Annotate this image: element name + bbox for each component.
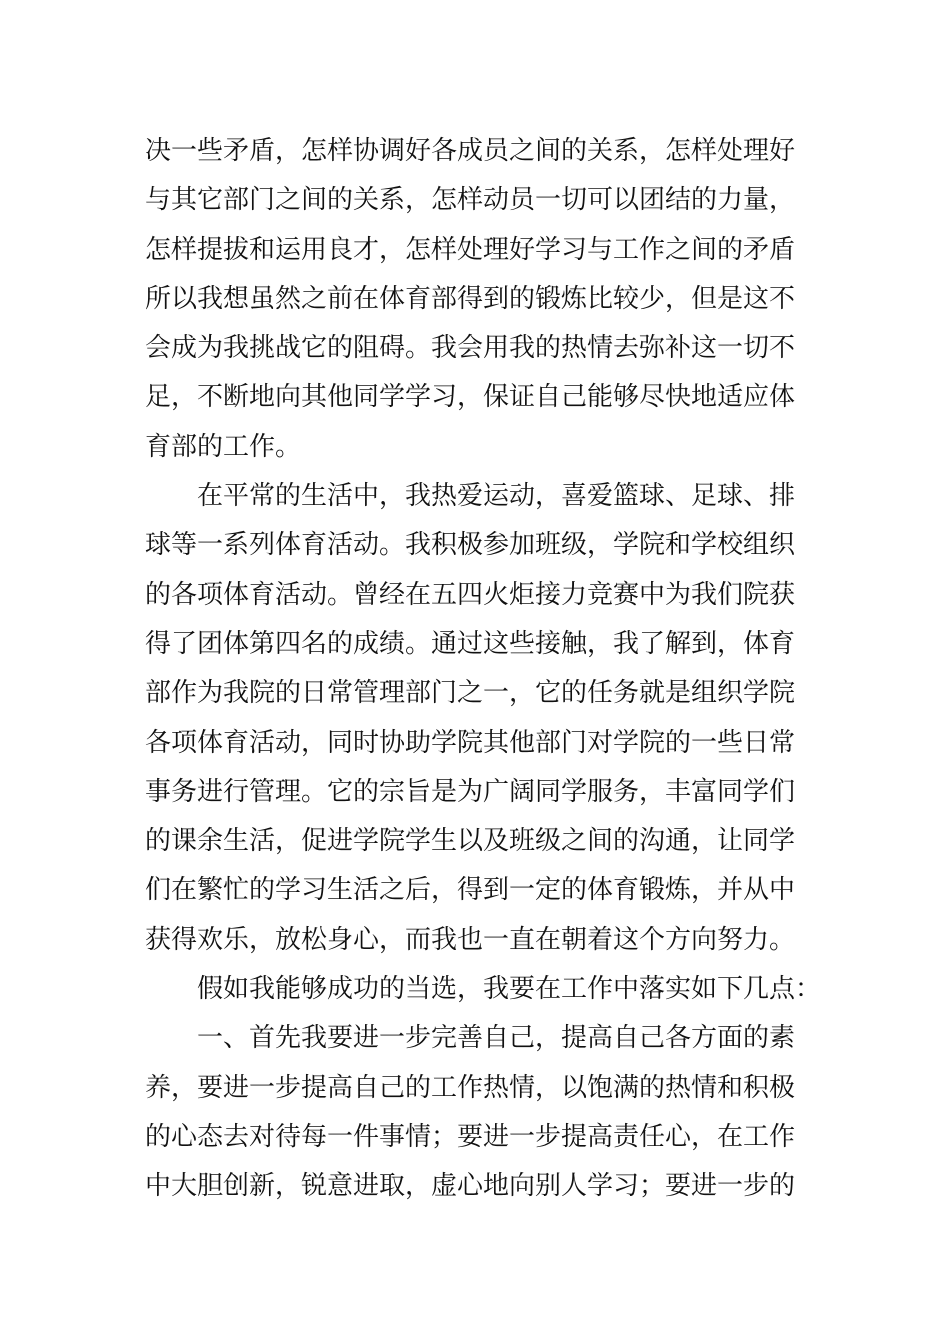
text-line: 与其它部门之间的关系，怎样动员一切可以团结的力量， (145, 185, 796, 216)
body-text (145, 127, 822, 1212)
text-line: 的各项体育活动。曾经在五四火炬接力竞赛中为我们院获 (145, 579, 796, 610)
paragraph-start-line: 假如我能够成功的当选，我要在工作中落实如下几点： (197, 974, 822, 1005)
text-line: 获得欢乐，放松身心，而我也一直在朝着这个方向努力。 (145, 924, 796, 955)
text-line: 决一些矛盾，怎样协调好各成员之间的关系，怎样处理好 (145, 136, 796, 166)
text-line: 所以我想虽然之前在体育部得到的锻炼比较少，但是这不 (145, 283, 796, 314)
text-line: 的课余生活，促进学院学生以及班级之间的沟通，让同学 (145, 826, 796, 857)
text-line: 育部的工作。 (145, 431, 302, 462)
text-line: 的心态去对待每一件事情；要进一步提高责任心，在工作 (145, 1121, 796, 1152)
paragraph-start-line: 一、首先我要进一步完善自己，提高自己各方面的素 (197, 1023, 796, 1054)
text-line: 球等一系列体育活动。我积极参加班级，学院和学校组织 (145, 530, 796, 561)
text-line: 部作为我院的日常管理部门之一，它的任务就是组织学院 (145, 678, 796, 709)
text-line: 怎样提拔和运用良才，怎样处理好学习与工作之间的矛盾 (145, 234, 796, 265)
text-line: 足，不断地向其他同学学习，保证自己能够尽快地适应体 (145, 382, 796, 413)
text-line: 事务进行管理。它的宗旨是为广阔同学服务，丰富同学们 (145, 776, 796, 807)
text-line: 各项体育活动，同时协助学院其他部门对学院的一些日常 (145, 727, 796, 758)
text-line: 得了团体第四名的成绩。通过这些接触，我了解到，体育 (145, 628, 796, 659)
paragraph-start-line: 在平常的生活中，我热爱运动，喜爱篮球、足球、排 (197, 481, 796, 512)
text-line: 们在繁忙的学习生活之后，得到一定的体育锻炼，并从中 (145, 875, 796, 906)
text-line: 养，要进一步提高自己的工作热情，以饱满的热情和积极 (145, 1072, 796, 1103)
text-line: 会成为我挑战它的阻碍。我会用我的热情去弥补这一切不 (145, 333, 796, 364)
text-line: 中大胆创新，锐意进取，虚心地向别人学习；要进一步的 (145, 1171, 796, 1202)
